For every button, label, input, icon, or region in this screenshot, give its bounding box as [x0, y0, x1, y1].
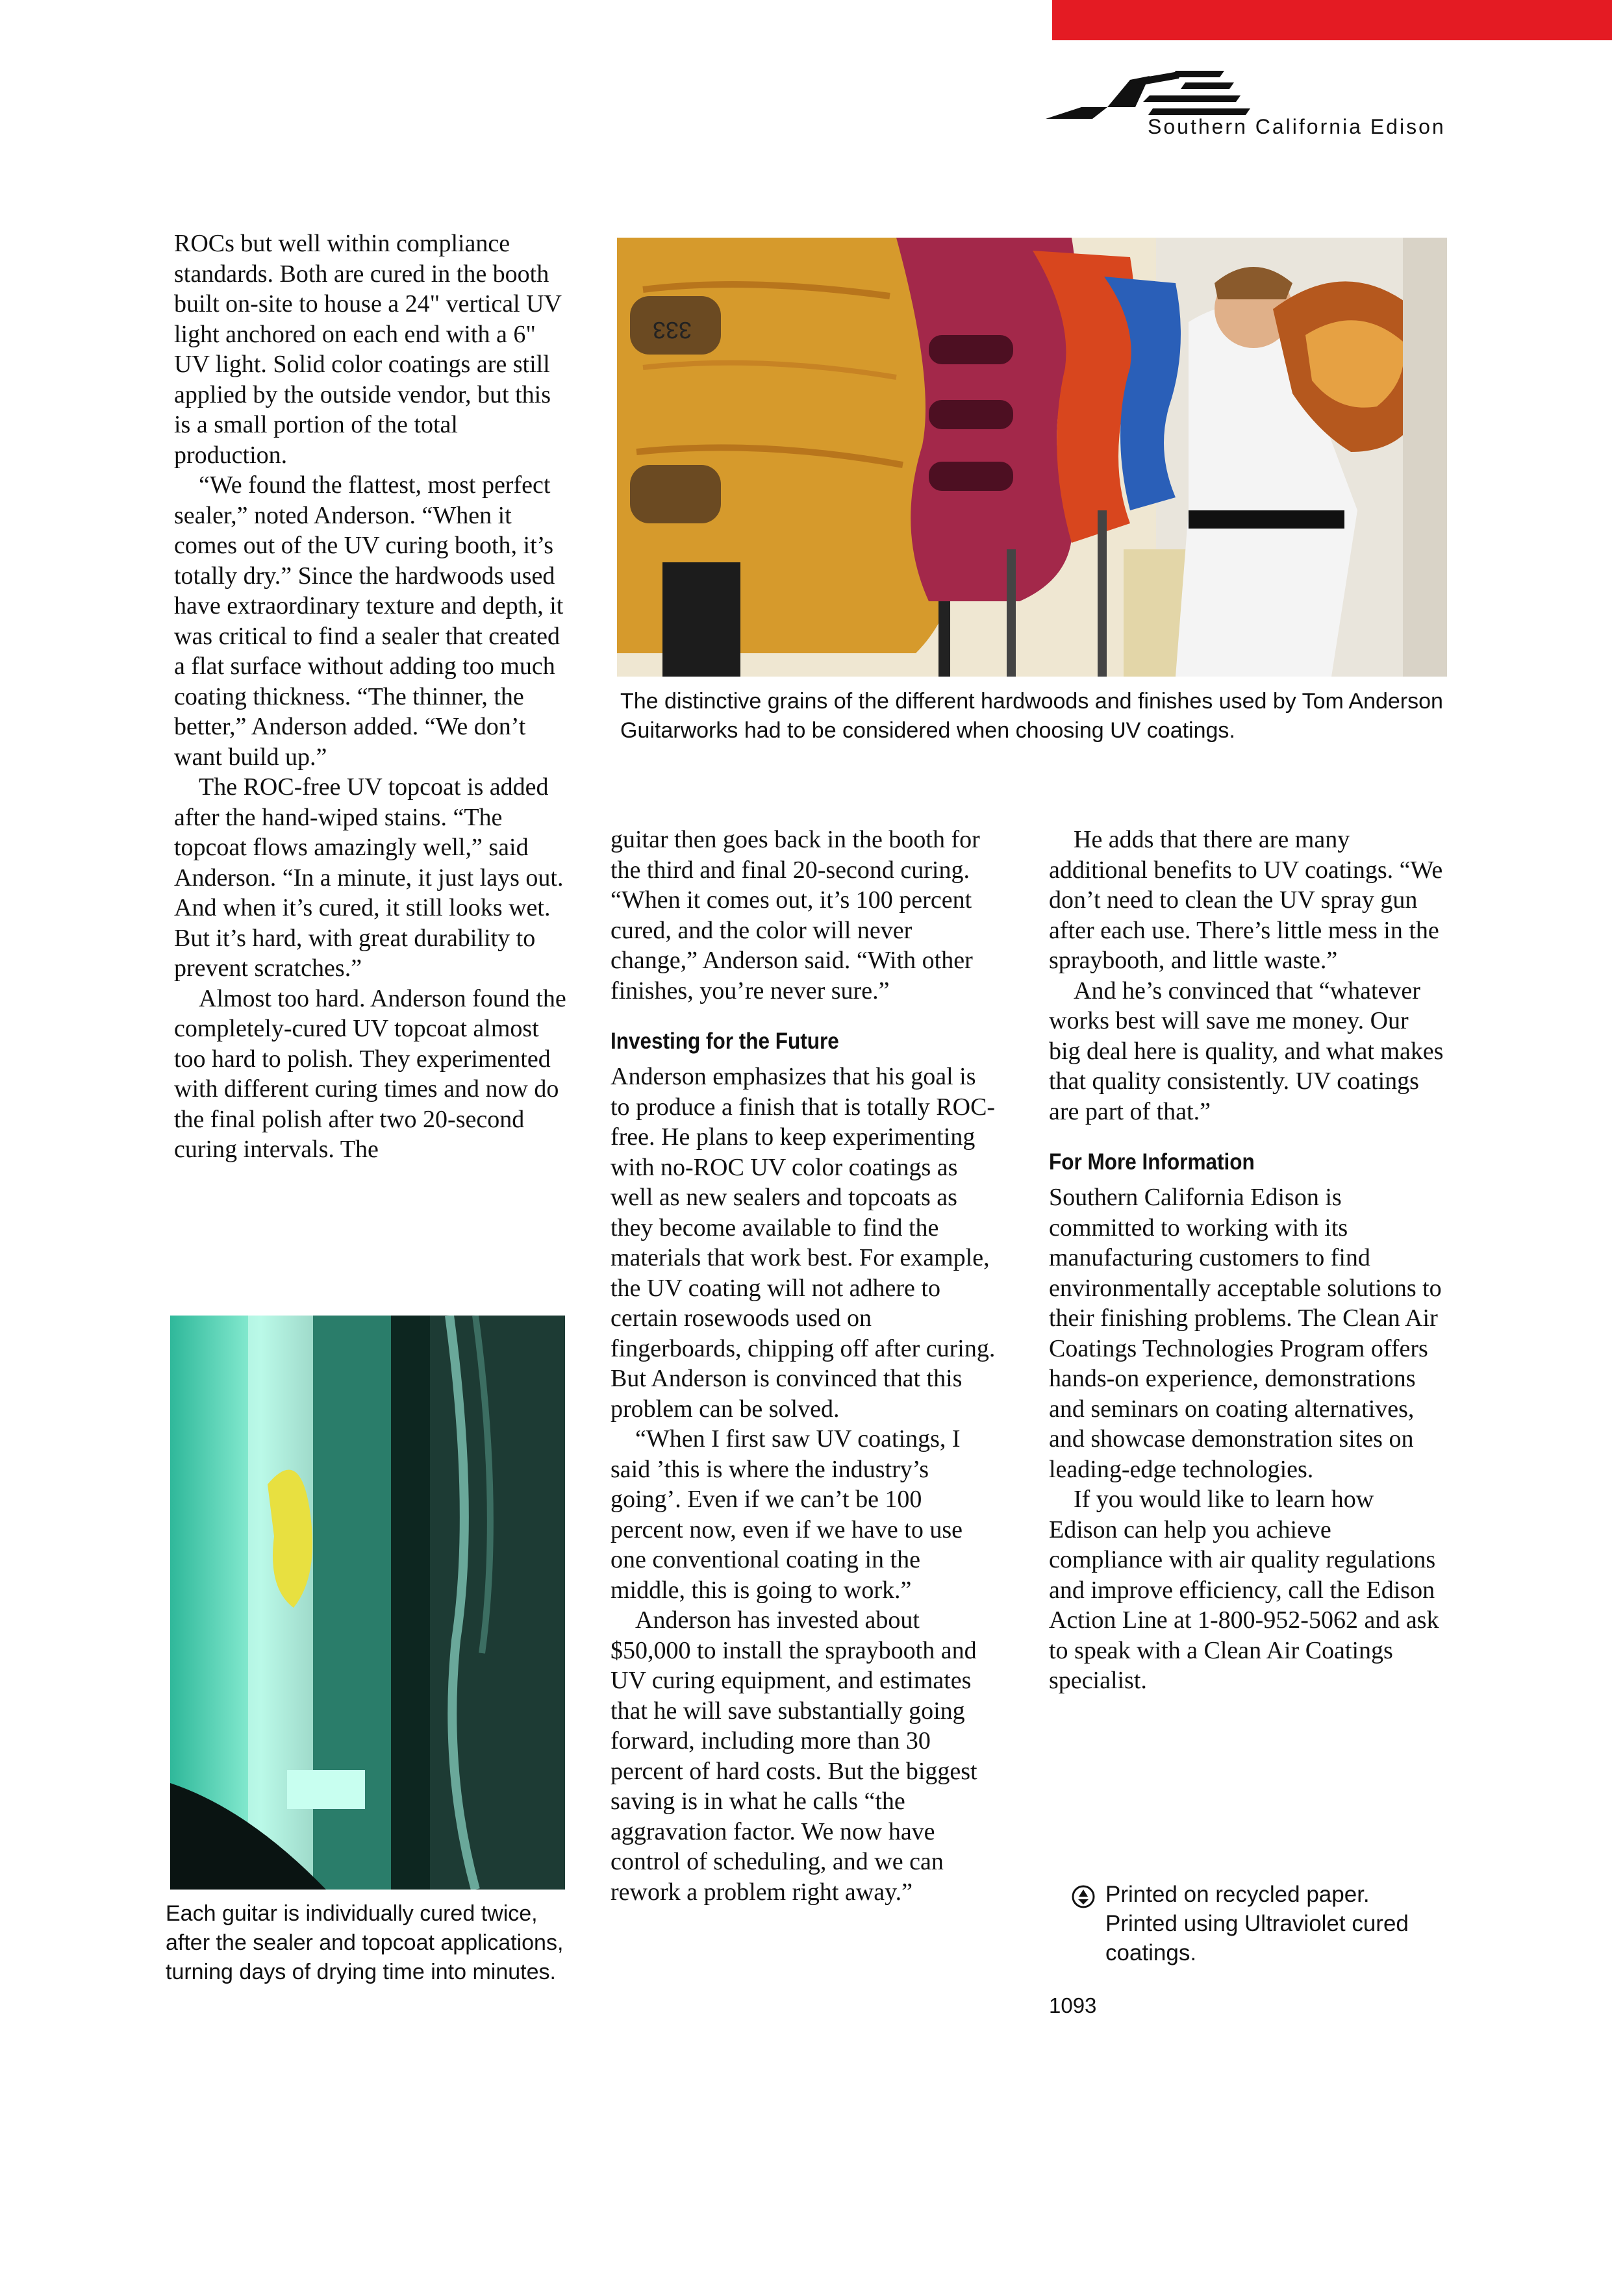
header-accent-bar	[1052, 0, 1612, 40]
uv-booth-image	[170, 1316, 565, 1890]
article-column-2	[611, 825, 1000, 1907]
article-column-1	[174, 229, 567, 1165]
photo-caption-top: The distinctive grains of the different hardwoods and finishes used by Tom Anderson Guitarworks had to be considered when choosing UV coatings.	[620, 689, 1443, 743]
paragraph: And he’s convinced that “whatever works best will save me money. Our big deal here is quality, and what makes that quality consistently. UV coatings are part of that.”	[1049, 977, 1444, 1125]
paragraph: The ROC-free UV topcoat is added after the hand-wiped stains. “The topcoat flows amazingly well,” said Anderson. “In a minute, it just lays out. And when it’s cured, it still looks wet. But it’s hard, with great durability to prevent scratches.”	[174, 773, 564, 982]
recycled-line-1: Printed on recycled paper.	[1105, 1882, 1370, 1907]
section-heading: Investing for the Future	[611, 1029, 839, 1054]
section-heading: For More Information	[1049, 1149, 1255, 1175]
article-column-3	[1049, 825, 1445, 1696]
paragraph: He adds that there are many additional benefits to UV coatings. “We don’t need to clean the UV spray gun after each use. There’s little mess in the spraybooth, and little waste.”	[1049, 826, 1443, 974]
recycled-line-2: Printed using Ultraviolet cured coatings.	[1105, 1911, 1409, 1965]
guitar-bodies-image	[617, 238, 1447, 677]
logo-wordmark: Southern California Edison	[1148, 115, 1446, 138]
sce-logo-mark-icon	[1046, 68, 1299, 120]
paragraph: Almost too hard. Anderson found the completely-cured UV topcoat almost too hard to polish. They experimented with different curing times and now do the final polish after two 20-second curing intervals. The	[174, 984, 566, 1163]
paragraph: Southern California Edison is committed to working with its manufacturing customers to find environmentally acceptable solutions to their finishing problems. The Clean Air Coatings Technologies Program offers hands-on experience, demonstrations and seminars on coating alternatives, and showcase demonstration sites on leading-edge technologies.	[1049, 1184, 1442, 1483]
paragraph: “We found the flattest, most perfect sealer,” noted Anderson. “When it comes out of the UV curing booth, it’s totally dry.” Since the hardwoods used have extraordinary texture and depth, it was critical to find a sealer that created a flat surface without adding too much coating thickness. “The thinner, the better,” Anderson added. “We don’t want build up.”	[174, 471, 564, 771]
uv-curing-booth-photo	[170, 1316, 565, 1890]
paragraph: Anderson emphasizes that his goal is to produce a finish that is totally ROC-free. He plans to keep experimenting with no-ROC UV color coatings as well as new sealers and topcoats as they become available to find the materials that work best. For example, the UV coating will not adhere to certain rosewoods used on fingerboards, chipping off after curing. But Anderson is convinced that this problem can be solved.	[611, 1063, 996, 1423]
recycle-icon	[1072, 1885, 1095, 1908]
sce-logo	[1046, 68, 1461, 149]
paragraph: guitar then goes back in the booth for the third and final 20-second curing. “When it comes out, it’s 100 percent cured, and the color will never change,” Anderson said. “With other finishes, you’re never sure.”	[611, 826, 980, 1004]
paragraph: Anderson has invested about $50,000 to install the spraybooth and UV curing equipment, and estimates that he will save substantially going forward, including more than 30 percent of hard costs. But the biggest saving is in what he calls “the aggravation factor. We now have control of scheduling, and we can rework a problem right away.”	[611, 1606, 977, 1906]
guitar-bodies-photo	[617, 238, 1447, 677]
recycled-paper-note	[1072, 1880, 1461, 1967]
photo-caption-bottom: Each guitar is individually cured twice, after the sealer and topcoat applications, turning days of drying time into minutes.	[166, 1901, 564, 1984]
page-number: 1093	[1049, 1993, 1097, 2017]
paragraph: If you would like to learn how Edison can help you achieve compliance with air quality regulations and improve efficiency, call the Edison Action Line at 1-800-952-5062 and ask to speak with a Clean Air Coatings specialist.	[1049, 1486, 1439, 1694]
paragraph: ROCs but well within compliance standards. Both are cured in the booth built on-site to house a 24" vertical UV light anchored on each end with a 6" UV light. Solid color coatings are still applied by the outside vendor, but this is a small portion of the total production.	[174, 230, 562, 469]
body-label-number: 333	[652, 317, 692, 343]
paragraph: “When I first saw UV coatings, I said ’this is where the industry’s going’. Even if we can’t be 100 percent now, even if we have to use one conventional coating in the middle, this is going to work.”	[611, 1425, 963, 1604]
